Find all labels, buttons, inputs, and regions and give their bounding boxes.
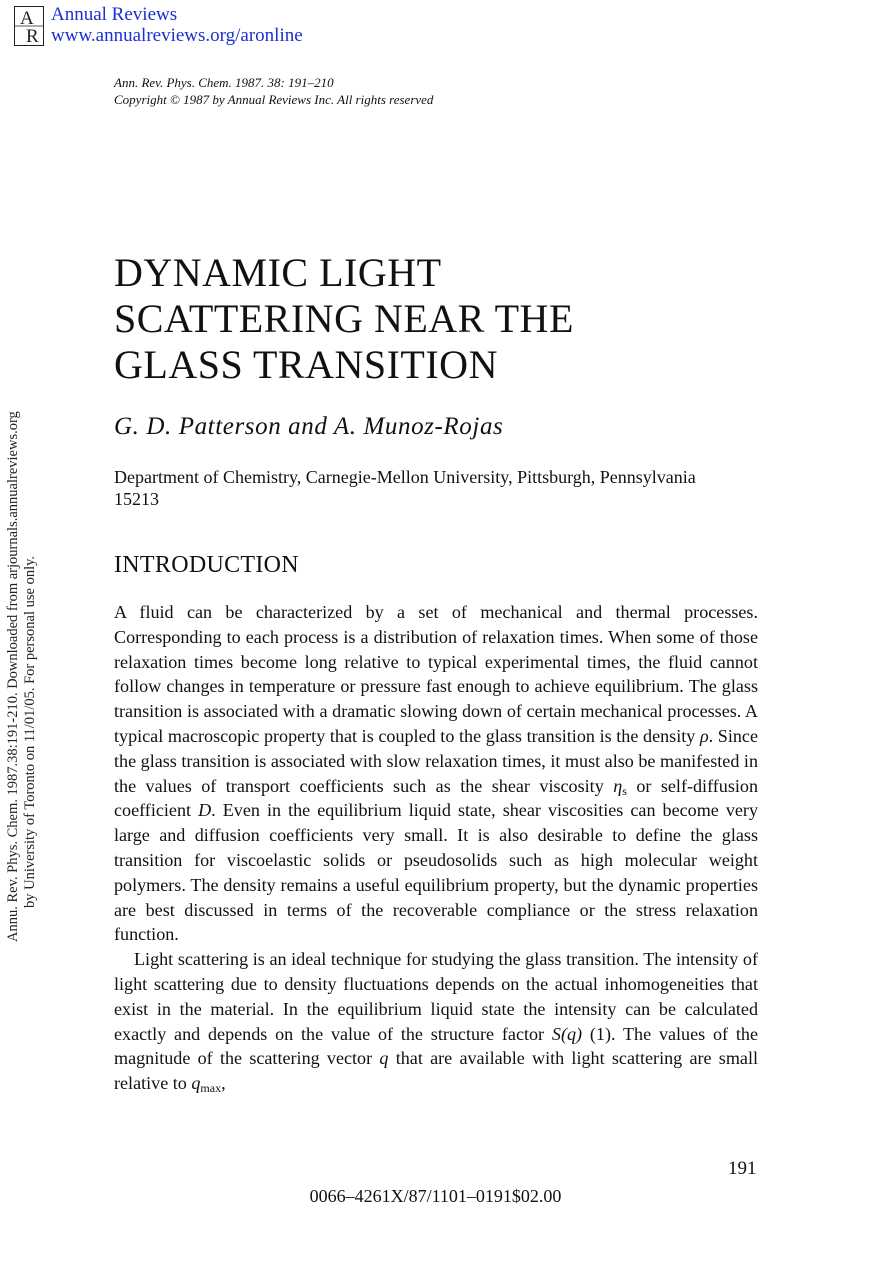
aronline-url-link[interactable]: www.annualreviews.org/aronline [51,25,303,46]
title-line-1: DYNAMIC LIGHT [114,250,442,295]
svg-text:A: A [20,8,34,29]
eta-subscript: s [622,783,627,798]
download-notice-line2: by University of Toronto on 11/01/05. For personal use only. [22,555,38,909]
download-notice [5,411,39,942]
article-authors: G. D. Patterson and A. Munoz-Rojas [114,413,504,440]
p1-text-a: A fluid can be characterized by a set of mechanical and thermal processes. Corresponding to each process is a distribution of relaxation times. When some of those relaxation times become long relative to typical experimental times, the fluid cannot follow changes in temperature or pressure fast enough to achieve equilibrium. The glass transition is associated with a dramatic slowing down of certain mechanical processes. A typical macroscopic property that is coupled to the glass transition is the density [114,602,758,746]
article-body [114,600,758,1096]
p1-text-b: . Since the glass transition is associated with slow relaxation times, it must also be manifested in the values of transport coefficients such as the shear viscosity [114,725,758,796]
page-number: 191 [728,1158,757,1179]
qmax-symbol: q [191,1073,201,1094]
structure-factor-symbol: S(q) [551,1023,583,1044]
paragraph-1 [114,600,758,947]
annual-reviews-link[interactable]: Annual Reviews [51,4,178,25]
rho-symbol: ρ [699,725,709,746]
title-line-2: SCATTERING NEAR THE [114,296,574,341]
qmax-subscript: max [200,1081,222,1096]
journal-citation: Ann. Rev. Phys. Chem. 1987. 38: 191–210 [114,75,334,90]
p1-text-d: . Even in the equilibrium liquid state, shear viscosities can become very large and diffusion coefficients very small. It is also desirable to define the glass transition for viscoelastic solids or pseudosolids such as high molecular weight polymers. The density remains a useful equilibrium property, but the dynamic properties are best discussed in terms of the recoverable compliance or the stress relaxation function. [114,800,759,945]
download-notice-line1: Annu. Rev. Phys. Chem. 1987.38:191-210. Downloaded from arjournals.annualreviews.org [5,411,21,942]
p2-text-c: that are available with light scattering are small relative to [114,1048,759,1094]
article-title [114,250,574,388]
copyright-notice: Copyright © 1987 by Annual Reviews Inc. All rights reserved [114,92,434,107]
p2-text-b: (1). The values of the magnitude of the scattering vector [114,1023,758,1069]
journal-citation-block [114,74,433,108]
q-symbol: q [379,1048,389,1069]
diffusion-symbol: D [198,800,212,821]
paragraph-2 [114,947,758,1096]
document-code: 0066–4261X/87/1101–0191$02.00 [309,1186,562,1206]
p2-text-a: Light scattering is an ideal technique for studying the glass transition. The intensity of light scattering due to density fluctuations depends on the actual inhomogeneities that exist in the material. In the equilibrium liquid state the intensity can be calculated exactly and depends on the value of the structure factor [114,949,758,1044]
svg-text:R: R [26,26,39,46]
annual-reviews-logo-icon [14,6,44,46]
title-line-3: GLASS TRANSITION [114,342,498,387]
eta-symbol: η [613,775,623,796]
section-heading-introduction: INTRODUCTION [114,552,299,578]
p1-text-c: or self-diffusion coefficient [114,775,758,821]
author-affiliation: Department of Chemistry, Carnegie-Mellon University, Pittsburgh, Pennsylvania 15213 [114,467,696,509]
p2-text-d: , [221,1073,226,1094]
